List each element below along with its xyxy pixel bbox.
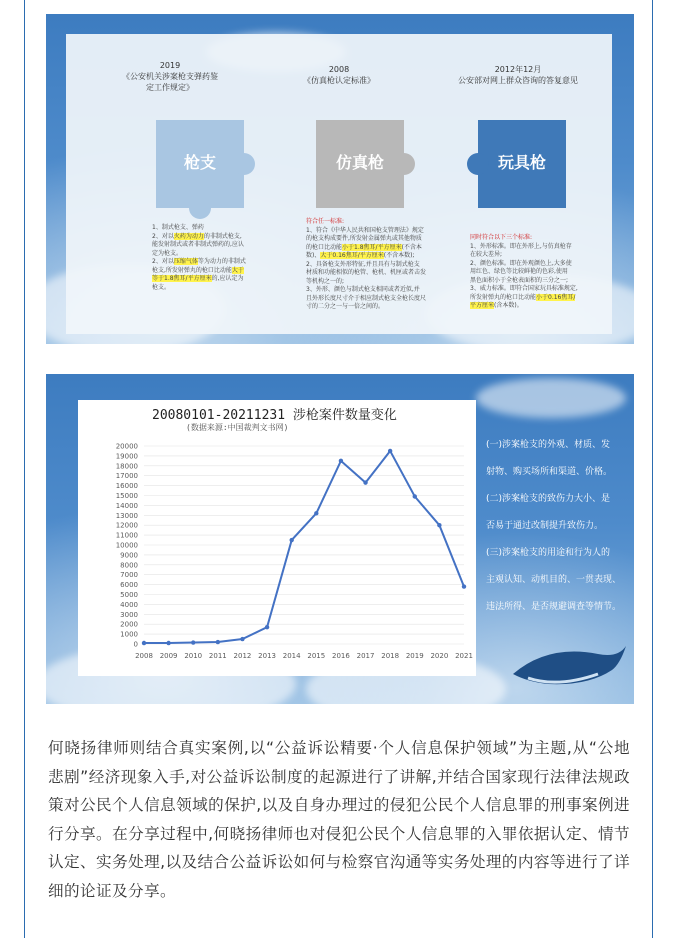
criteria-line: 1、外形标准。即在外形上,与仿真枪存 xyxy=(470,242,572,250)
criteria-line: 所发射弹丸的枪口比动能小于0.16焦耳/ xyxy=(470,293,576,301)
left-border-line xyxy=(24,0,25,938)
factor-item: (一)涉案枪支的外观、材质、发 xyxy=(486,440,611,450)
gun-case-trend-panel xyxy=(46,374,634,704)
whale-illustration xyxy=(508,624,628,694)
data-point xyxy=(240,637,244,641)
criteria-line: 1、符合《中华人民共和国枪支管理法》规定 xyxy=(306,226,424,234)
data-point xyxy=(191,640,195,644)
criteria-line: 平方厘米(含本数)。 xyxy=(470,302,523,309)
criteria-line: 枪支。 xyxy=(152,283,171,291)
x-tick-label: 2008 xyxy=(135,652,153,660)
category-header-replica xyxy=(259,64,419,86)
category-doc: 定工作规定》 xyxy=(146,83,194,92)
puzzle-piece-replica xyxy=(316,120,404,208)
y-tick-label: 14000 xyxy=(115,501,138,510)
infographic-card xyxy=(66,34,612,334)
category-doc: 《仿真枪认定标准》 xyxy=(303,76,375,85)
category-year: 2012年12月 xyxy=(494,65,542,74)
factor-item: 否易于通过改制提升致伤力。 xyxy=(486,521,604,531)
criteria-line: 材质和功能相似的枪管、枪机、机匣或者击发 xyxy=(306,269,427,276)
data-point xyxy=(265,625,269,629)
x-tick-label: 2013 xyxy=(258,652,276,660)
data-point xyxy=(462,584,466,588)
x-tick-label: 2016 xyxy=(332,652,350,660)
criteria-line: 的枪支构成要件,所发射金属弹丸或其他物质 xyxy=(306,235,422,242)
data-point xyxy=(363,480,367,484)
criteria-line: 等机构之一的; xyxy=(306,277,345,285)
y-tick-label: 10000 xyxy=(115,541,138,550)
y-tick-label: 4000 xyxy=(120,600,138,609)
data-point xyxy=(437,523,441,527)
x-tick-label: 2017 xyxy=(356,652,375,660)
y-tick-label: 0 xyxy=(133,640,138,649)
chart-subtitle: (数据来源:中国裁判文书网) xyxy=(186,423,289,432)
y-tick-label: 12000 xyxy=(115,521,138,530)
cloud-decoration xyxy=(476,378,626,418)
gun-classification-infographic xyxy=(46,14,634,344)
x-tick-label: 2021 xyxy=(455,652,473,660)
y-tick-label: 3000 xyxy=(120,610,138,619)
criteria-line: 3、外形、颜色与制式枪支相同或者近似,并 xyxy=(306,286,420,293)
category-doc: 公安部对网上群众咨询的答复意见 xyxy=(458,76,578,85)
criteria-line: 数)、大于0.16焦耳/平方厘米(不含本数); xyxy=(306,252,415,259)
data-point xyxy=(166,641,170,645)
y-tick-label: 17000 xyxy=(115,472,138,481)
y-tick-label: 2000 xyxy=(120,620,138,629)
factor-item: (三)涉案枪支的用途和行为人的 xyxy=(486,548,611,558)
y-tick-label: 18000 xyxy=(115,462,138,471)
puzzle-label: 仿真枪 xyxy=(335,153,384,172)
category-year: 2019 xyxy=(159,61,181,70)
data-point xyxy=(413,494,417,498)
x-tick-label: 2014 xyxy=(282,652,301,660)
data-point xyxy=(388,449,392,453)
data-point xyxy=(339,459,343,463)
criteria-line: 3、威力标准。即符合国家玩具标准规定, xyxy=(470,285,578,292)
data-point xyxy=(314,511,318,515)
criteria-line: 2、具备枪支外形特征,并且具有与制式枪支 xyxy=(306,260,420,268)
y-tick-label: 19000 xyxy=(115,452,138,461)
criteria-line: 2、颜色标准。即在外观颜色上,大多使 xyxy=(470,259,572,267)
x-tick-label: 2010 xyxy=(184,652,203,660)
right-border-line xyxy=(652,0,653,938)
criteria-line: 黑色面积小于全枪表面积的三分之一; xyxy=(470,276,569,284)
criteria-line: 能发射制式或者非制式弹药的,应认 xyxy=(152,241,244,248)
y-tick-label: 13000 xyxy=(115,511,138,520)
criteria-line: 2、对以压缩气体等为动力的非制式 xyxy=(152,258,246,265)
y-tick-label: 16000 xyxy=(115,482,138,491)
criteria-line: 枪支,所发射弹丸的枪口比动能大于 xyxy=(152,266,244,274)
gun-criteria-text xyxy=(152,224,264,292)
factor-item: 射物、购买场所和渠道、价格。 xyxy=(486,467,613,477)
y-tick-label: 1000 xyxy=(120,630,138,639)
y-tick-label: 15000 xyxy=(115,492,138,500)
line-chart xyxy=(78,400,476,676)
factor-item: 主观认知、动机目的、一贯表现、 xyxy=(486,575,622,585)
puzzle-label: 枪支 xyxy=(183,153,216,172)
puzzle-piece-toy xyxy=(478,120,566,208)
criteria-line: 用红色、绿色等比较鲜艳的色彩,使用 xyxy=(470,268,568,275)
data-point xyxy=(216,640,220,644)
puzzle-piece-gun xyxy=(156,120,244,208)
criteria-header: 符合任一标准: xyxy=(306,218,345,225)
data-point xyxy=(289,538,293,542)
chart-title: 20080101-20211231 涉枪案件数量变化 xyxy=(152,408,397,423)
criteria-line: 1、制式枪支、弹药 xyxy=(152,224,204,231)
criteria-line: 寸的二分之一与一倍之间的。 xyxy=(306,303,385,310)
data-point xyxy=(142,641,146,645)
y-tick-label: 8000 xyxy=(120,561,138,570)
factor-item: 违法所得、是否规避调查等情节。 xyxy=(486,602,622,612)
x-tick-label: 2019 xyxy=(405,652,424,660)
toy-criteria-text xyxy=(470,234,606,311)
y-tick-label: 6000 xyxy=(120,581,138,590)
category-header-gun xyxy=(90,60,250,93)
y-tick-label: 9000 xyxy=(120,551,138,560)
criteria-line: 在较大差异; xyxy=(470,251,503,258)
puzzle-label: 玩具枪 xyxy=(497,153,546,172)
x-tick-label: 2012 xyxy=(233,652,252,660)
factor-list xyxy=(486,432,626,621)
y-tick-label: 11000 xyxy=(115,531,138,540)
article-paragraph: 何晓扬律师则结合真实案例,以“公益诉讼精要·个人信息保护领域”为主题,从“公地悲剧”经济现象入手,对公益诉讼制度的起源进行了讲解,并结合国家现行法律法规政策对公民个人信息领域的保护,以及自身办理过的侵犯公民个人信息罪的刑事案例进行分享。在分享过程中,何晓扬律师也对侵犯公民个人信息罪的入罪依据认定、情节认定、实务处理,以及结合公益诉讼如何与检察官沟通等实务处理的内容等进行了详细的论证及分享。 xyxy=(48,739,630,900)
criteria-line: 定为枪支。 xyxy=(152,249,183,257)
x-tick-label: 2015 xyxy=(307,652,326,660)
criteria-line: 的枪口比动能小于1.8焦耳/平方厘米(不含本 xyxy=(306,243,422,251)
x-tick-label: 2018 xyxy=(381,652,400,660)
line-chart-card xyxy=(78,400,476,676)
y-tick-label: 20000 xyxy=(115,442,138,451)
criteria-line: 2、对以火药为动力的非制式枪支, xyxy=(152,232,242,240)
factor-item: (二)涉案枪支的致伤力大小、是 xyxy=(486,494,611,504)
category-doc: 《公安机关涉案枪支弹药鉴 xyxy=(122,72,218,81)
category-header-toy xyxy=(438,64,598,86)
criteria-header: 同时符合以下三个标准: xyxy=(470,234,533,241)
x-tick-label: 2009 xyxy=(159,652,178,660)
puzzle-knob xyxy=(189,197,211,219)
y-tick-label: 5000 xyxy=(120,591,138,599)
replica-criteria-text xyxy=(306,218,456,312)
criteria-line: 等于1.8焦耳/平方厘米的,应认定为 xyxy=(152,275,244,282)
x-tick-label: 2011 xyxy=(208,652,227,660)
y-tick-label: 7000 xyxy=(120,571,138,580)
category-year: 2008 xyxy=(328,65,350,74)
criteria-line: 且外形长度尺寸介于相应制式枪支全枪长度尺 xyxy=(306,294,427,302)
x-tick-label: 2020 xyxy=(430,652,449,660)
